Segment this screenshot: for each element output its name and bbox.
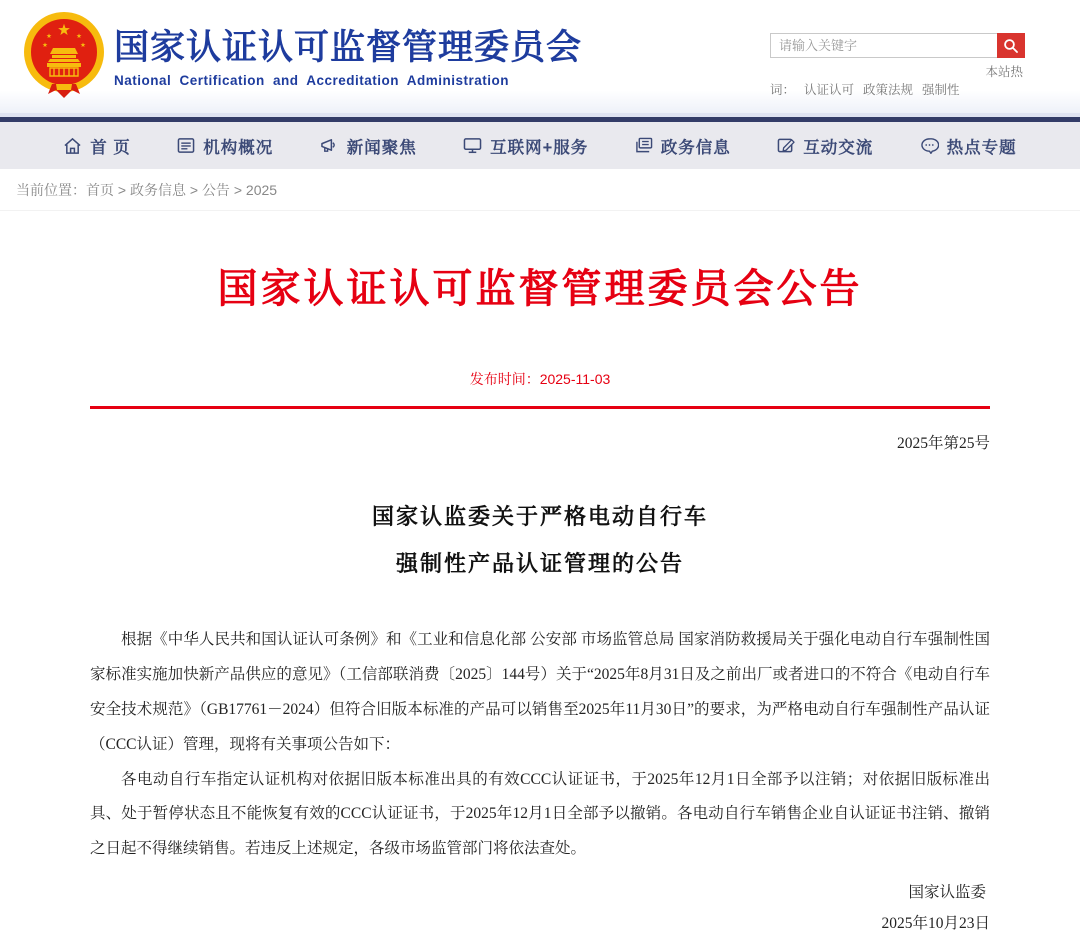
nav-item-label: 机构概况 [203,138,274,157]
site-title-zh: 国家认证认可监督管理委员会 [114,28,583,67]
search-button[interactable] [997,33,1025,58]
nav-item-home[interactable] [63,134,131,158]
nav-item-label: 首 页 [90,138,131,157]
search-input[interactable] [770,33,997,58]
hotwords-line2 [770,82,1025,99]
breadcrumb-prefix: 当前位置： [16,181,86,198]
interaction-edit-icon [777,137,795,154]
site-hotwords [770,64,1025,99]
hotwords-label: 词： [770,83,796,97]
breadcrumb-separator: > [114,181,130,198]
home-icon [63,137,82,155]
breadcrumb [0,169,1080,211]
hot-topics-chat-icon [920,137,939,154]
document-body [90,623,990,867]
nav-item-hot-topics[interactable] [920,134,1017,158]
body-paragraph: 各电动自行车指定认证机构对依据旧版本标准出具的有效CCC认证证书，于2025年12月1日全部予以注销；对依据旧版标准出具、处于暂停状态且不能恢复有效的CCC认证证书，于2025年12月1日全部予以撤销。各电动自行车销售企业自认证证书注销、撤销之日起不得继续销售。若违反上述规定，各级市场监管部门将依法查处。 [90,770,990,858]
main-nav [0,122,1080,169]
signature-block [90,877,990,939]
nav-item-label: 热点专题 [946,138,1017,157]
red-divider-line [90,406,990,409]
breadcrumb-link-home[interactable]: 首页 [86,181,114,198]
nav-item-interaction[interactable] [777,134,873,158]
nav-item-label: 互联网+服务 [490,138,589,157]
org-overview-icon [177,137,195,154]
nav-item-news[interactable] [320,134,417,158]
body-paragraph: 根据《中华人民共和国认证认可条例》和《工业和信息化部 公安部 市场监管总局 国家消防救援局关于强化电动自行车强制性国家标准实施加快新产品供应的意见》（工信部联消费〔2025〕144号）关于“2025年8月31日及之前出厂或者进口的不符合《电动自行车安全技术规范》（GB17761－2024）但符合旧版本标准的产品可以销售至2025年11月30日”的要求，为严格电动自行车强制性产品认证（CCC认证）管理，现将有关事项公告如下： [90,631,990,753]
document-title [90,493,990,587]
signature-date: 2025年10月23日 [881,915,990,933]
announcement-masthead-title: 国家认证认可监督管理委员会公告 [217,266,863,311]
gov-info-files-icon [635,137,653,154]
internet-service-monitor-icon [463,137,482,154]
breadcrumb-link-gov-info[interactable]: 政务信息 [129,181,186,198]
site-title-en: National Certification and Accreditation Administration [114,73,510,88]
news-megaphone-icon [320,137,339,154]
issue-number: 2025年第25号 [896,435,990,452]
breadcrumb-link-announcements[interactable]: 公告 [201,181,230,198]
site-titles [114,24,582,88]
breadcrumb-separator: > [185,181,202,198]
breadcrumb-separator: > [229,181,246,198]
signature-agency: 国家认监委 [908,884,986,902]
search-icon [1003,38,1019,54]
search-zone [770,33,1025,99]
site-brand [22,10,582,102]
hotword-link-qiangzhixing[interactable]: 强制性 [922,83,960,97]
nav-item-label: 新闻聚焦 [346,138,417,157]
hotword-link-renzhengrenke[interactable]: 认证认可 [804,83,855,97]
breadcrumb-link-2025[interactable]: 2025 [245,181,278,198]
nav-item-label: 互动交流 [803,138,874,157]
publish-time: 发布时间：2025-11-03 [469,371,611,387]
document-title-line1: 国家认监委关于严格电动自行车 [371,504,708,529]
hotwords-wrap-line1: 本站热 [985,65,1023,79]
nav-item-internet-services[interactable] [463,134,588,158]
national-emblem-logo [22,10,106,102]
site-header [0,0,1080,117]
hotword-link-zhengcefagui[interactable]: 政策法规 [863,83,914,97]
nav-item-gov-info[interactable] [635,134,731,158]
document-title-line2: 强制性产品认证管理的公告 [395,551,684,576]
nav-item-label: 政务信息 [660,138,731,157]
nav-item-org-overview[interactable] [177,134,273,158]
announcement-article [0,257,1080,939]
